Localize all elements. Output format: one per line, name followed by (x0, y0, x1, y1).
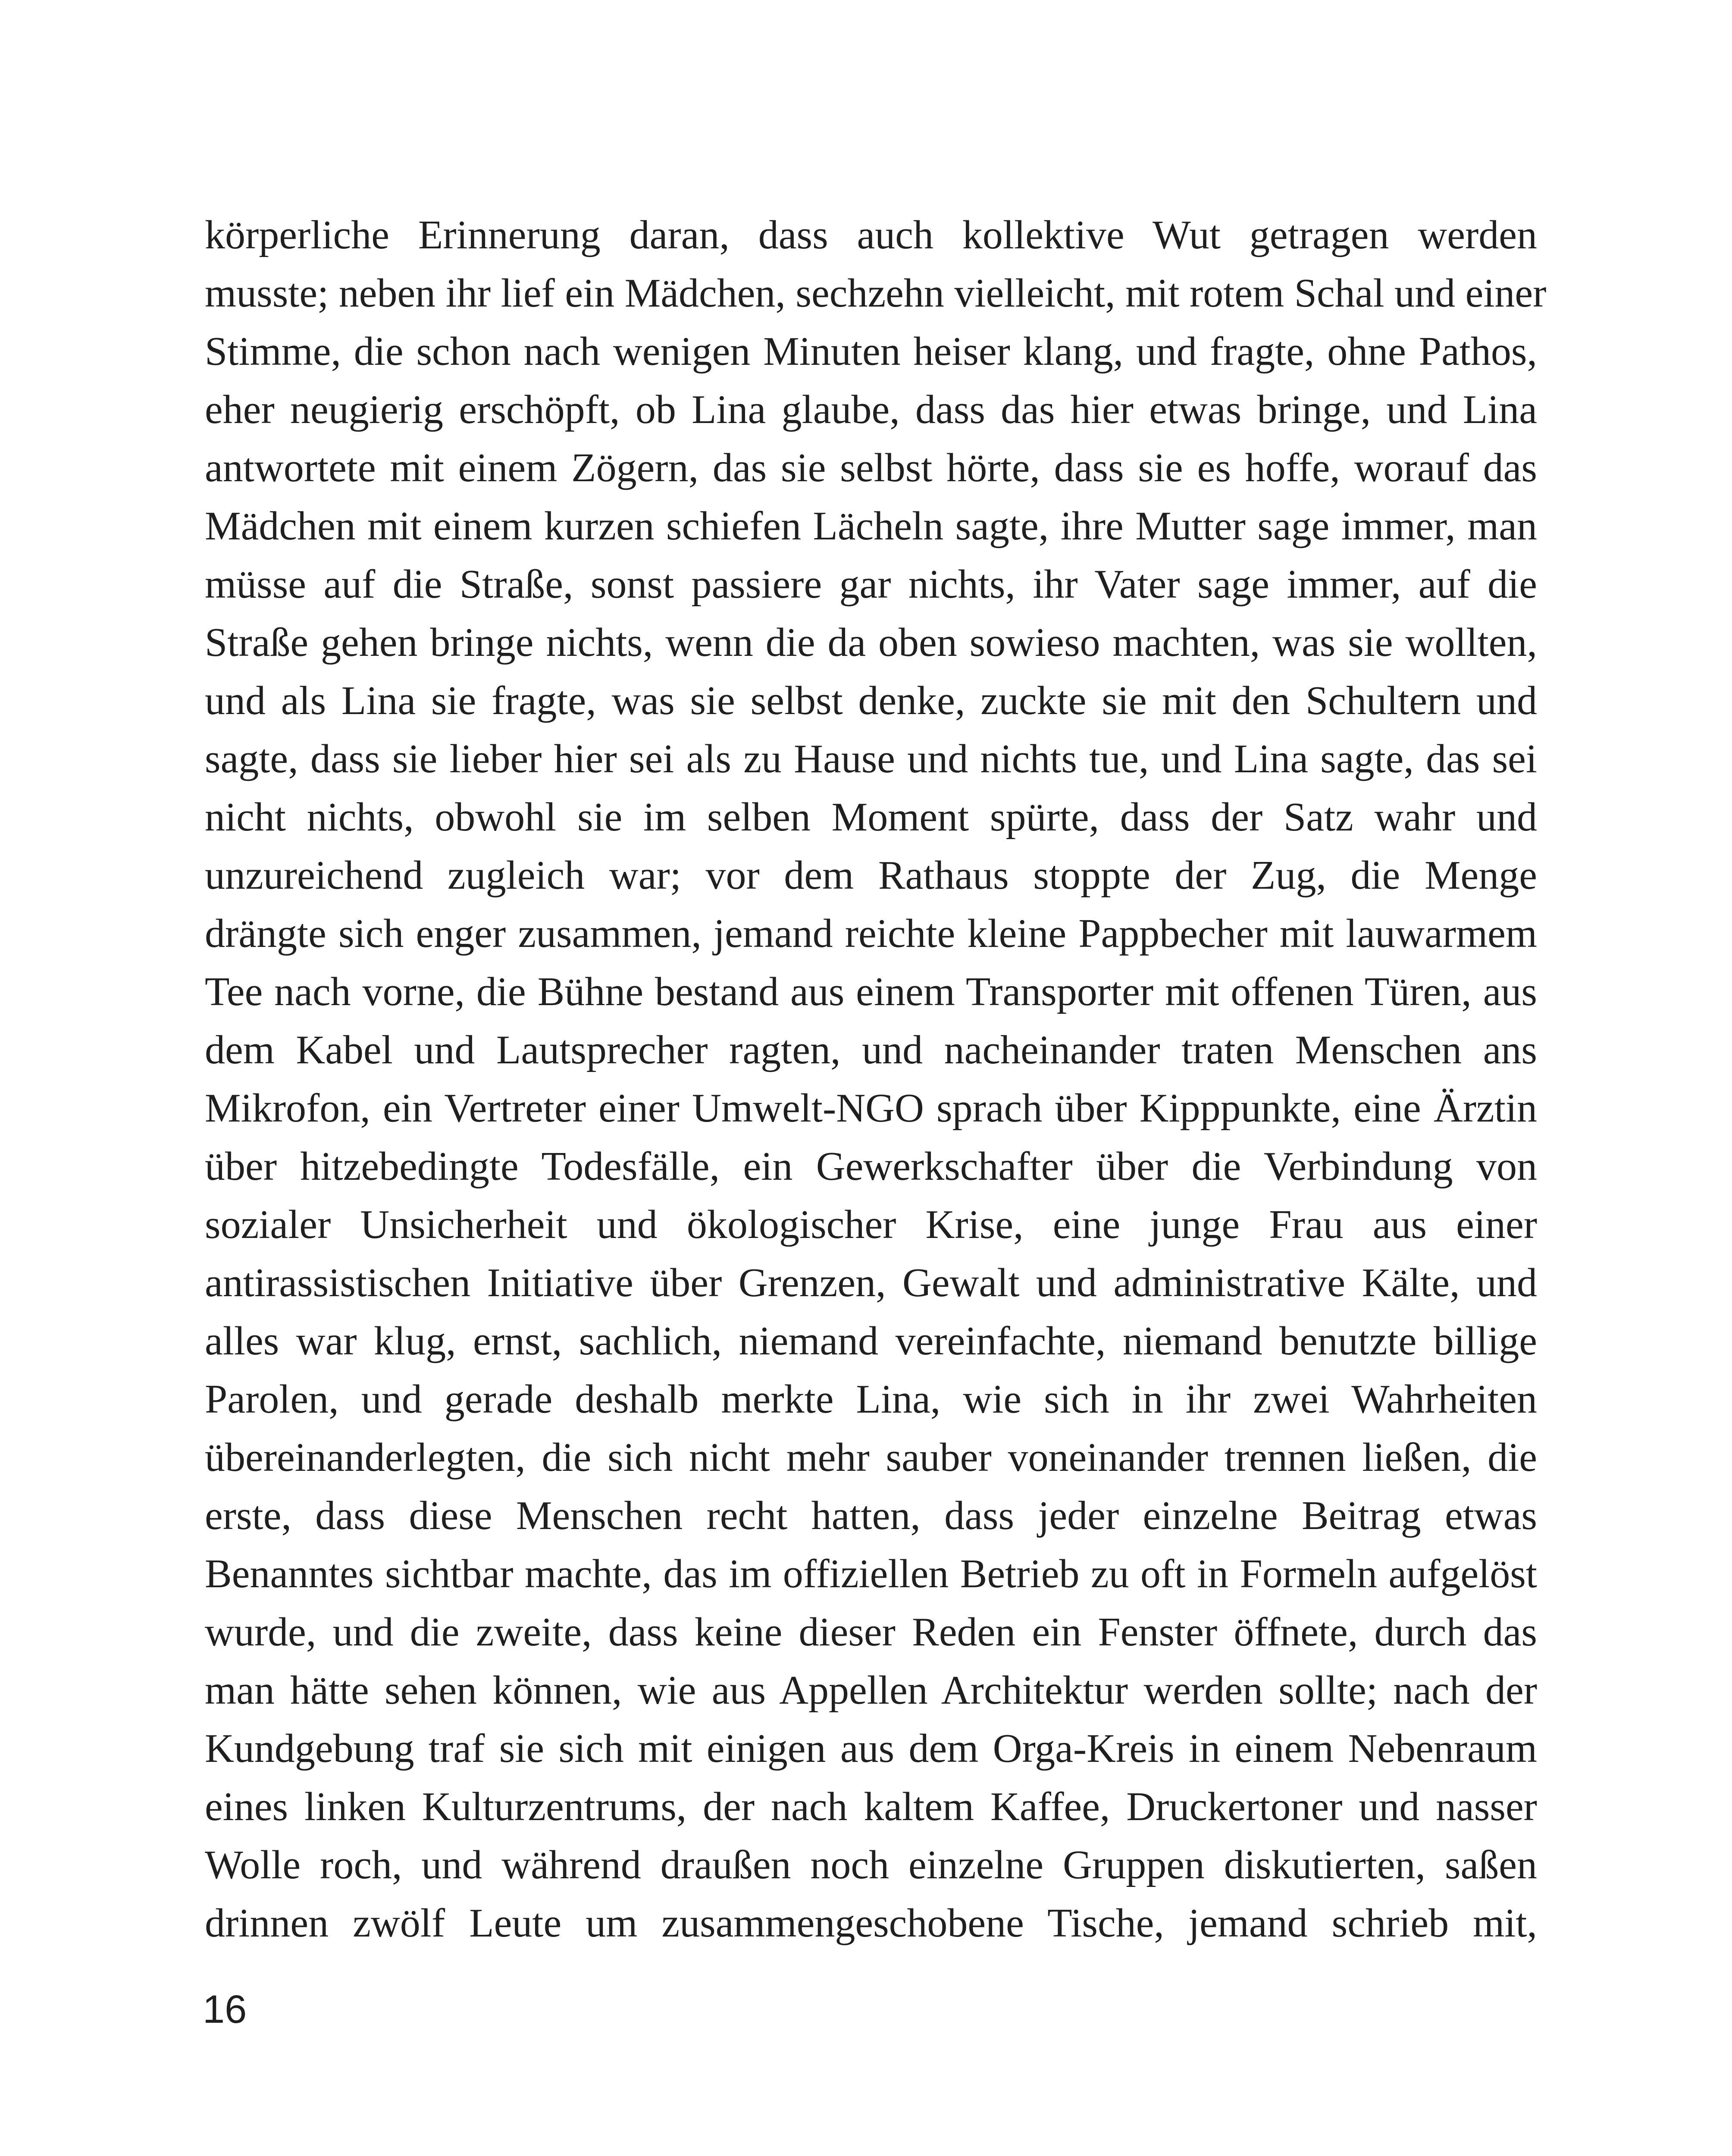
text-line: müsse auf die Straße, sonst passiere gar nichts, ihr Vater sage immer, auf die (205, 562, 1537, 607)
text-line: drinnen zwölf Leute um zusammengeschobene Tische, jemand schrieb mit, (205, 1901, 1537, 1946)
text-line: drängte sich enger zusammen, jemand reichte kleine Pappbecher mit lauwarmem (205, 911, 1537, 956)
text-line: über hitzebedingte Todesfälle, ein Gewerkschafter über die Verbindung von (205, 1144, 1537, 1189)
text-line: antirassistischen Initiative über Grenzen, Gewalt und administrative Kälte, und (205, 1260, 1537, 1305)
text-line: körperliche Erinnerung daran, dass auch kollektive Wut getragen werden (205, 213, 1537, 257)
text-line: man hätte sehen können, wie aus Appellen Architektur werden sollte; nach der (205, 1668, 1537, 1713)
text-line: übereinanderlegten, die sich nicht mehr sauber voneinander trennen ließen, die (205, 1435, 1537, 1480)
text-line: eines linken Kulturzentrums, der nach kaltem Kaffee, Druckertoner und nasser (205, 1784, 1537, 1829)
text-line: alles war klug, ernst, sachlich, niemand vereinfachte, niemand benutzte billige (205, 1319, 1537, 1363)
text-line: und als Lina sie fragte, was sie selbst denke, zuckte sie mit den Schultern und (205, 678, 1537, 723)
text-line: Parolen, und gerade deshalb merkte Lina, wie sich in ihr zwei Wahrheiten (205, 1377, 1537, 1422)
text-line: nicht nichts, obwohl sie im selben Moment spürte, dass der Satz wahr und (205, 795, 1537, 840)
body-text (205, 206, 1547, 1952)
text-line: eher neugierig erschöpft, ob Lina glaube, dass das hier etwas bringe, und Lina (205, 387, 1537, 432)
text-line: Benanntes sichtbar machte, das im offiziellen Betrieb zu oft in Formeln aufgelöst (205, 1551, 1537, 1596)
text-line: sozialer Unsicherheit und ökologischer Krise, eine junge Frau aus einer (205, 1202, 1537, 1247)
page-number: 16 (203, 1987, 247, 2031)
text-line: Tee nach vorne, die Bühne bestand aus einem Transporter mit offenen Türen, aus (205, 969, 1537, 1014)
text-line: Straße gehen bringe nichts, wenn die da oben sowieso machten, was sie wollten, (205, 620, 1537, 665)
text-line: musste; neben ihr lief ein Mädchen, sechzehn vielleicht, mit rotem Schal und einer (205, 271, 1547, 316)
text-line: Stimme, die schon nach wenigen Minuten heiser klang, und fragte, ohne Pathos, (205, 329, 1537, 374)
text-line: Kundgebung traf sie sich mit einigen aus dem Orga-Kreis in einem Nebenraum (205, 1726, 1537, 1771)
text-line: Wolle roch, und während draußen noch einzelne Gruppen diskutierten, saßen (205, 1843, 1537, 1887)
text-line: erste, dass diese Menschen recht hatten, dass jeder einzelne Beitrag etwas (205, 1493, 1537, 1538)
text-line: unzureichend zugleich war; vor dem Rathaus stoppte der Zug, die Menge (205, 853, 1537, 898)
text-line: Mädchen mit einem kurzen schiefen Lächeln sagte, ihre Mutter sage immer, man (205, 504, 1537, 548)
text-line: sagte, dass sie lieber hier sei als zu Hause und nichts tue, und Lina sagte, das sei (205, 736, 1537, 781)
text-line: dem Kabel und Lautsprecher ragten, und nacheinander traten Menschen ans (205, 1028, 1537, 1072)
text-line: wurde, und die zweite, dass keine dieser Reden ein Fenster öffnete, durch das (205, 1610, 1537, 1655)
text-line: antwortete mit einem Zögern, das sie selbst hörte, dass sie es hoffe, worauf das (205, 445, 1537, 490)
text-line: Mikrofon, ein Vertreter einer Umwelt-NGO sprach über Kipppunkte, eine Ärztin (205, 1086, 1537, 1131)
